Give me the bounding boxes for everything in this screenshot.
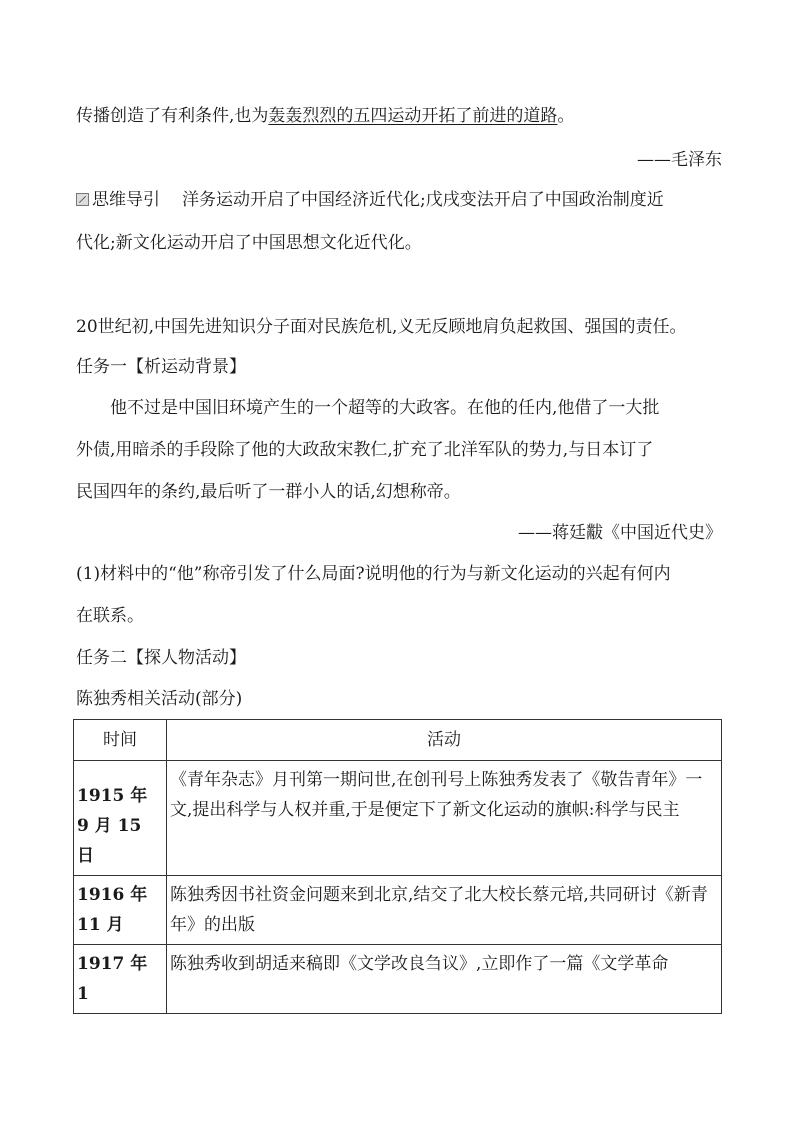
table-title: 陈独秀相关活动(部分) — [76, 689, 243, 709]
table-row — [74, 945, 722, 1014]
task1-quote-line-2: 外债,用暗杀的手段除了他的大政敌宋教仁,扩充了北洋军队的势力,与日本订了 — [76, 440, 654, 460]
guide-icon — [76, 193, 89, 206]
activity-cell: 陈独秀因书社资金问题来到北京,结交了北大校长蔡元培,共同研讨《新青年》的出版 — [167, 876, 722, 945]
intro-text: 传播创造了有利条件,也为 — [76, 106, 269, 126]
guide-line-1 — [76, 188, 722, 212]
activity-cell: 《青年杂志》月刊第一期问世,在创刊号上陈独秀发表了《敬告青年》一文,提出科学与人权并重,于是便定下了新文化运动的旗帜:科学与民主 — [167, 761, 722, 876]
intro-text-end: 。 — [557, 106, 575, 126]
time-cell: 1917 年 1 — [74, 945, 167, 1014]
time-cell: 1916 年11 月 — [74, 876, 167, 945]
guide-text: 洋务运动开启了中国经济近代化;戊戌变法开启了中国政治制度近 — [182, 190, 664, 210]
column-header-time: 时间 — [74, 720, 167, 761]
intro-line — [76, 104, 722, 128]
task2-heading: 任务二【探人物活动】 — [76, 648, 246, 668]
time-cell: 1915 年 9 月 15 日 — [74, 761, 167, 876]
task1-heading: 任务一【析运动背景】 — [76, 357, 246, 377]
table-header-row — [74, 720, 722, 761]
table-row — [74, 761, 722, 876]
task1-question-line-1: (1)材料中的“他”称帝引发了什么局面?说明他的行为与新文化运动的兴起有何内 — [76, 564, 671, 584]
table-row — [74, 876, 722, 945]
task1-quote-line-3: 民国四年的条约,最后听了一群小人的话,幻想称帝。 — [76, 482, 461, 502]
task1-quote-line-1: 他不过是中国旧环境产生的一个超等的大政客。在他的任内,他借了一大批 — [110, 398, 660, 418]
task1-question-line-2: 在联系。 — [76, 606, 144, 626]
column-header-activity: 活动 — [167, 720, 722, 761]
guide-line-2: 代化;新文化运动开启了中国思想文化近代化。 — [76, 233, 422, 253]
task1-attribution: ——蒋廷黻《中国近代史》 — [518, 523, 722, 543]
intro-attribution: ——毛泽东 — [637, 150, 722, 170]
activity-table — [73, 719, 722, 1014]
context-paragraph: 20世纪初,中国先进知识分子面对民族危机,义无反顾地肩负起救国、强国的责任。 — [76, 317, 687, 337]
intro-underlined-text: 轰轰烈烈的五四运动开拓了前进的道路 — [268, 106, 558, 126]
activity-cell: 陈独秀收到胡适来稿即《文学改良刍议》,立即作了一篇《文学革命 — [167, 945, 722, 1014]
guide-label: 思维导引 — [92, 190, 160, 210]
